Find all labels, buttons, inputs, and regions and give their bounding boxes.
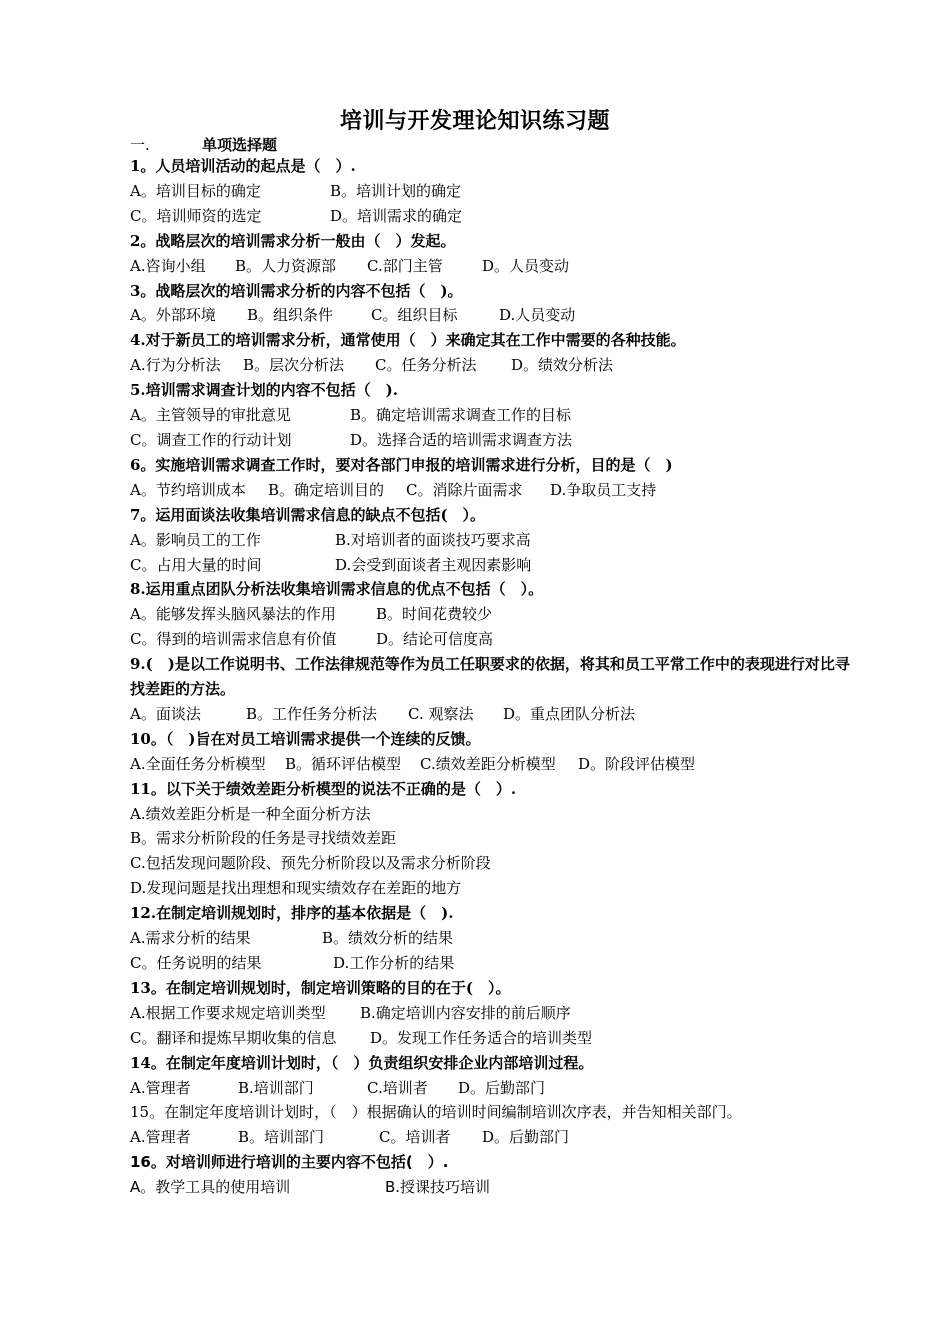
section-number: 一. bbox=[130, 136, 150, 154]
option-text: D。培训需求的确定 bbox=[330, 206, 463, 225]
option-text: A.管理者 bbox=[130, 1128, 191, 1147]
option-text: B。确定培训目的 bbox=[268, 480, 385, 499]
option-text: B.对培训者的面谈技巧要求高 bbox=[335, 530, 531, 549]
question-10: 10。（ )旨在对员工培训需求提供一个连续的反馈。 bbox=[130, 729, 481, 748]
option-text: D.工作分析的结果 bbox=[333, 954, 455, 972]
option-text: C.培训者 bbox=[367, 1078, 428, 1097]
option-text: D.争取员工支持 bbox=[550, 480, 657, 499]
option-text: D.人员变动 bbox=[499, 306, 576, 325]
question-13: 13。在制定培训规划时，制定培训策略的目的在于( ）。 bbox=[130, 978, 511, 997]
option-text: C。占用大量的时间 bbox=[130, 555, 262, 574]
option-text: A。主管领导的审批意见 bbox=[130, 406, 291, 425]
option-text: A。教学工具的使用培训 bbox=[130, 1178, 291, 1197]
options-row bbox=[130, 254, 860, 279]
question-7: 7。运用面谈法收集培训需求信息的缺点不包括( ）。 bbox=[130, 505, 486, 524]
option-text: A。培训目标的确定 bbox=[130, 181, 261, 200]
question-1: 1。人员培训活动的起点是（ ）. bbox=[130, 157, 356, 175]
option-text: C。培训者 bbox=[379, 1128, 451, 1147]
options-row bbox=[130, 1076, 860, 1101]
option-text: B。确定培训需求调查工作的目标 bbox=[350, 406, 572, 425]
question-2: 2。战略层次的培训需求分析一般由（ ）发起。 bbox=[130, 231, 456, 250]
option-text: C.部门主管 bbox=[367, 256, 443, 275]
option-text: D。绩效分析法 bbox=[511, 356, 614, 375]
options-row bbox=[130, 702, 860, 727]
option-text: A。能够发挥头脑风暴法的作用 bbox=[130, 605, 336, 624]
option-text: B。培训计划的确定 bbox=[330, 181, 462, 200]
options-row bbox=[130, 1175, 860, 1200]
question-3: 3。战略层次的培训需求分析的内容不包括（ )。 bbox=[130, 281, 463, 300]
question-4: 4.对于新员工的培训需求分析，通常使用（ ）来确定其在工作中需要的各种技能。 bbox=[130, 331, 686, 350]
option-text: C。调查工作的行动计划 bbox=[130, 430, 292, 449]
options-row bbox=[130, 602, 860, 627]
option-text: D.会受到面谈者主观因素影响 bbox=[335, 555, 532, 574]
options-row bbox=[130, 1125, 860, 1150]
option-text: A.行为分析法 bbox=[130, 356, 221, 375]
option-text: B。循环评估模型 bbox=[285, 754, 402, 773]
options-row bbox=[130, 528, 860, 553]
question-list bbox=[130, 154, 860, 1200]
options-row bbox=[130, 1026, 860, 1051]
option-text: D。重点团队分析法 bbox=[503, 704, 636, 723]
question-5: 5.培训需求调查计划的内容不包括（ ). bbox=[130, 381, 398, 400]
option-text: C。培训师资的选定 bbox=[130, 206, 262, 225]
option-text: D。后勤部门 bbox=[482, 1128, 570, 1147]
question-6: 6。实施培训需求调查工作时，要对各部门申报的培训需求进行分析，目的是（ ) bbox=[130, 455, 673, 474]
options-row bbox=[130, 179, 860, 204]
option-text: B。时间花费较少 bbox=[376, 605, 493, 624]
page-title: 培训与开发理论知识练习题 bbox=[339, 108, 610, 134]
question-16: 16。对培训师进行培训的主要内容不包括( ）. bbox=[130, 1153, 449, 1172]
option-text: C。组织目标 bbox=[371, 306, 458, 325]
option-text: D。发现工作任务适合的培训类型 bbox=[370, 1028, 593, 1047]
options-row bbox=[130, 752, 860, 777]
option-text: D。选择合适的培训需求调查方法 bbox=[350, 430, 573, 449]
question-12: 12.在制定培训规划时，排序的基本依据是（ ). bbox=[130, 904, 454, 923]
options-row bbox=[130, 627, 860, 652]
options-row bbox=[130, 876, 860, 901]
options-row bbox=[130, 1001, 860, 1026]
options-row bbox=[130, 403, 860, 428]
option-text: A。影响员工的工作 bbox=[130, 530, 261, 549]
option-text: B。工作任务分析法 bbox=[246, 704, 378, 723]
option-text: D。阶段评估模型 bbox=[578, 754, 696, 773]
option-text: B.培训部门 bbox=[238, 1078, 314, 1097]
option-text: C。消除片面需求 bbox=[406, 480, 523, 499]
option-text: A。外部环境 bbox=[130, 306, 216, 325]
option-text: A.绩效差距分析是一种全面分析方法 bbox=[130, 804, 371, 823]
question-15: 15。在制定年度培训计划时，（ ）根据确认的培训时间编制培训次序表，并告知相关部门。 bbox=[130, 1103, 742, 1122]
option-text: A.管理者 bbox=[130, 1078, 191, 1097]
option-text: D。后勤部门 bbox=[458, 1078, 546, 1097]
section-name: 单项选择题 bbox=[202, 136, 278, 154]
option-text: B。绩效分析的结果 bbox=[322, 929, 454, 948]
options-row bbox=[130, 851, 860, 876]
options-row bbox=[130, 478, 860, 503]
option-text: C。任务说明的结果 bbox=[130, 954, 262, 972]
option-text: C。得到的培训需求信息有价值 bbox=[130, 630, 337, 649]
question-8: 8.运用重点团队分析法收集培训需求信息的优点不包括（ ）。 bbox=[130, 580, 544, 599]
option-text: D。结论可信度高 bbox=[376, 630, 494, 649]
option-text: B。培训部门 bbox=[238, 1128, 325, 1147]
option-text: B.授课技巧培训 bbox=[385, 1178, 491, 1197]
option-text: B。组织条件 bbox=[247, 306, 334, 325]
option-text: C。任务分析法 bbox=[375, 356, 477, 375]
options-row bbox=[130, 353, 860, 378]
options-row bbox=[130, 428, 860, 453]
option-text: C.绩效差距分析模型 bbox=[420, 754, 556, 773]
question-9: 9.( )是以工作说明书、工作法律规范等作为员工任职要求的依据，将其和员工平常工作中的表现进行对比寻找差距的方法。 bbox=[130, 655, 850, 699]
option-text: A。节约培训成本 bbox=[130, 480, 246, 499]
option-text: A。面谈法 bbox=[130, 704, 201, 723]
option-text: A.根据工作要求规定培训类型 bbox=[130, 1003, 326, 1022]
option-text: B。需求分析阶段的任务是寻找绩效差距 bbox=[130, 829, 397, 848]
option-text: A.咨询小组 bbox=[130, 256, 206, 275]
options-row bbox=[130, 303, 860, 328]
option-text: C。翻译和提炼早期收集的信息 bbox=[130, 1028, 337, 1047]
option-text: B。人力资源部 bbox=[235, 256, 337, 275]
options-row bbox=[130, 204, 860, 229]
option-text: C. 观察法 bbox=[408, 704, 474, 723]
section-heading bbox=[130, 134, 277, 155]
option-text: B.确定培训内容安排的前后顺序 bbox=[360, 1003, 571, 1022]
options-row bbox=[130, 926, 860, 951]
option-text: D。人员变动 bbox=[482, 256, 570, 275]
options-row bbox=[130, 802, 860, 827]
option-text: C.包括发现问题阶段、预先分析阶段以及需求分析阶段 bbox=[130, 854, 491, 873]
option-text: B。层次分析法 bbox=[243, 356, 345, 375]
options-row bbox=[130, 553, 860, 578]
option-text: A.全面任务分析模型 bbox=[130, 754, 266, 773]
option-text: A.需求分析的结果 bbox=[130, 929, 251, 948]
option-text: D.发现问题是找出理想和现实绩效存在差距的地方 bbox=[130, 879, 462, 898]
options-row bbox=[130, 826, 860, 851]
question-14: 14。在制定年度培训计划时，（ ）负责组织安排企业内部培训过程。 bbox=[130, 1053, 594, 1072]
options-row bbox=[130, 951, 860, 976]
question-11: 11。以下关于绩效差距分析模型的说法不正确的是（ ）. bbox=[130, 779, 517, 798]
